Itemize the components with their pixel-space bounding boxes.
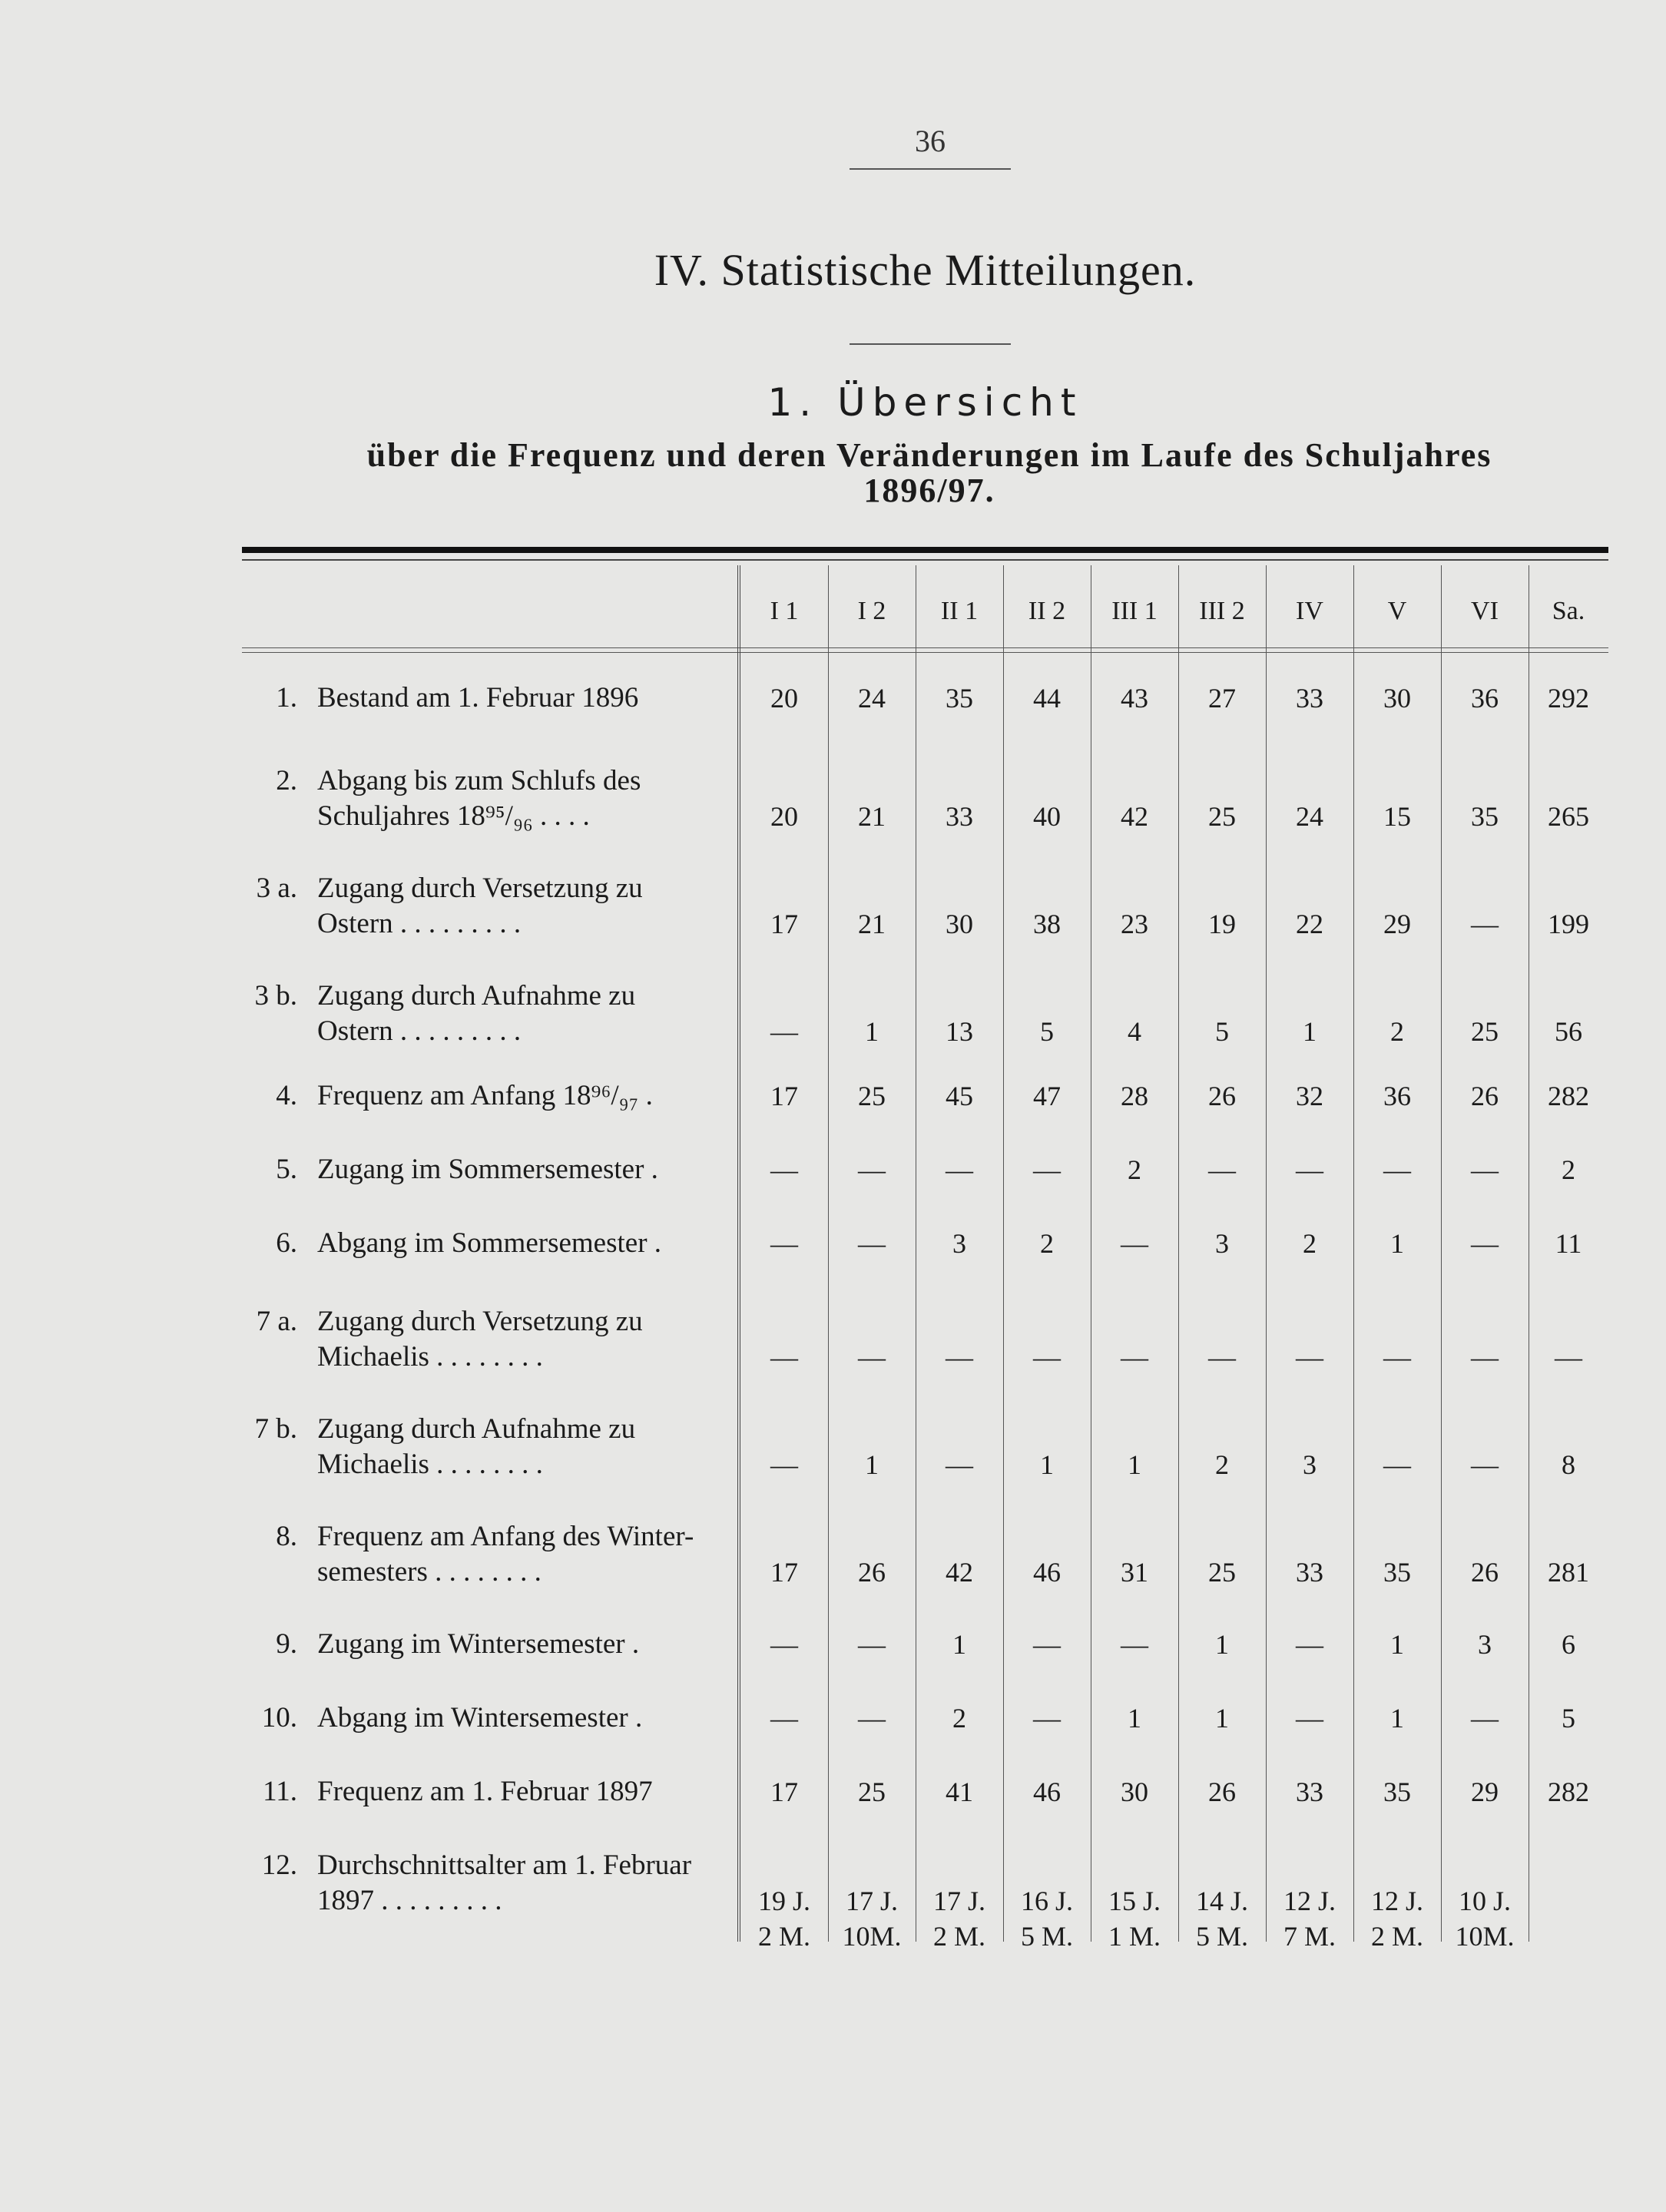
table-row — [242, 1226, 1608, 1303]
table-cell: 24 — [1296, 801, 1323, 832]
table-cell: 17 — [770, 1777, 798, 1807]
table-cell: — — [770, 1342, 798, 1373]
table-cell: 22 — [1296, 909, 1323, 939]
table-cell: 1 — [952, 1629, 966, 1660]
table-cell: — — [858, 1154, 886, 1185]
table-cell: — — [770, 1016, 798, 1047]
table-row — [242, 763, 1608, 840]
table-cell: 1 — [1390, 1703, 1404, 1734]
table-cell: — — [1471, 1703, 1499, 1734]
section-title: IV. Statistische Mitteilungen. — [654, 245, 1197, 295]
row-label — [317, 1078, 737, 1114]
table-cell: 6 — [1562, 1629, 1575, 1660]
table-cell: 3 — [952, 1228, 966, 1259]
table-cell: 282 — [1548, 1081, 1589, 1111]
table-cell: 2 — [1215, 1449, 1229, 1480]
table-cell: 43 — [1121, 683, 1148, 714]
table-cell: 13 — [946, 1016, 973, 1047]
row-label-line: Michaelis . . . . . . . . — [317, 1341, 543, 1373]
table-cell: 56 — [1555, 1016, 1582, 1047]
table-cell: 12 J. 7 M. — [1283, 1886, 1336, 1952]
row-number: 4. — [276, 1080, 297, 1111]
row-label-line: 1897 . . . . . . . . . — [317, 1885, 502, 1916]
table-row — [242, 1627, 1608, 1704]
row-label — [317, 1627, 737, 1662]
row-label-line: Ostern . . . . . . . . . — [317, 908, 522, 939]
column-header: V — [1387, 597, 1407, 625]
table-cell: — — [858, 1629, 886, 1660]
table-cell: 20 — [770, 683, 798, 714]
table-cell: 32 — [1296, 1081, 1323, 1111]
table-cell: 2 — [1303, 1228, 1317, 1259]
table-cell: 42 — [1121, 801, 1148, 832]
table-cell: 38 — [1033, 909, 1061, 939]
row-number: 6. — [276, 1227, 297, 1259]
row-number: 2. — [276, 765, 297, 796]
row-label — [317, 680, 737, 716]
row-number: 7 b. — [254, 1413, 297, 1445]
row-label-line: Zugang im Wintersemester . — [317, 1628, 640, 1660]
table-cell: 35 — [1383, 1557, 1411, 1588]
table-cell: 25 — [1471, 1016, 1499, 1047]
row-label — [317, 1519, 737, 1590]
row-label-line: Bestand am 1. Februar 1896 — [317, 682, 639, 714]
table-cell: 1 — [1128, 1703, 1141, 1734]
table-cell: — — [858, 1342, 886, 1373]
table-top-rule-thin — [242, 559, 1608, 561]
table-cell: 33 — [946, 801, 973, 832]
table-cell: 17 J. 2 M. — [932, 1886, 985, 1952]
table-cell: 26 — [1208, 1777, 1236, 1807]
row-label-line: Frequenz am Anfang des Winter- — [317, 1521, 694, 1552]
row-label-line: Abgang im Wintersemester . — [317, 1702, 643, 1734]
table-cell: 265 — [1548, 801, 1589, 832]
row-number: 1. — [276, 682, 297, 714]
table-cell: 1 — [1390, 1629, 1404, 1660]
row-label — [317, 1412, 737, 1482]
table-cell: 25 — [858, 1777, 886, 1807]
table-cell: 1 — [1390, 1228, 1404, 1259]
table-row — [242, 979, 1608, 1055]
row-number: 7 a. — [256, 1306, 297, 1337]
row-label — [317, 979, 737, 1049]
page-number-rule — [850, 168, 1011, 170]
table-row — [242, 1078, 1608, 1155]
table-cell: 2 — [952, 1703, 966, 1734]
table-row — [242, 871, 1608, 948]
row-label — [317, 1848, 737, 1919]
table-cell: 26 — [1471, 1557, 1499, 1588]
table-cell: — — [1471, 909, 1499, 939]
table-row — [242, 1848, 1608, 1952]
table-cell: 30 — [1383, 683, 1411, 714]
row-label-line: Zugang durch Versetzung zu — [317, 1306, 643, 1337]
row-number: 3 a. — [256, 873, 297, 904]
column-header: II 2 — [1028, 597, 1066, 625]
table-cell: — — [946, 1449, 973, 1480]
table-cell: 2 — [1390, 1016, 1404, 1047]
table-row — [242, 680, 1608, 757]
table-cell: 5 — [1040, 1016, 1054, 1047]
column-header: I 1 — [770, 597, 799, 625]
overview-subtitle: über die Frequenz und deren Veränderungen im Laufe des Schuljahres 1896/97. — [366, 436, 1492, 509]
table-cell: — — [1383, 1449, 1411, 1480]
table-cell: 5 — [1562, 1703, 1575, 1734]
row-label — [317, 871, 737, 942]
table-row — [242, 1304, 1608, 1381]
table-cell: — — [946, 1154, 973, 1185]
row-label-line: Ostern . . . . . . . . . — [317, 1015, 522, 1047]
row-label-line: Frequenz am 1. Februar 1897 — [317, 1776, 653, 1807]
table-cell: — — [1033, 1342, 1061, 1373]
table-cell: 2 — [1128, 1154, 1141, 1185]
table-cell: 2 — [1562, 1154, 1575, 1185]
table-cell: — — [858, 1703, 886, 1734]
table-cell: 1 — [1215, 1703, 1229, 1734]
table-cell: — — [1296, 1703, 1323, 1734]
table-cell: 25 — [1208, 1557, 1236, 1588]
table-cell: 27 — [1208, 683, 1236, 714]
row-label-line: Zugang im Sommersemester . — [317, 1154, 658, 1185]
table-cell: 36 — [1471, 683, 1499, 714]
table-cell: 1 — [1215, 1629, 1229, 1660]
overview-title: 1. Übersicht — [767, 380, 1083, 425]
table-cell: 1 — [1303, 1016, 1317, 1047]
table-cell: — — [770, 1154, 798, 1185]
table-cell: — — [1383, 1342, 1411, 1373]
row-number: 5. — [276, 1154, 297, 1185]
table-cell: 29 — [1383, 909, 1411, 939]
column-header: Sa. — [1552, 597, 1585, 625]
table-cell: 3 — [1215, 1228, 1229, 1259]
table-cell: — — [1121, 1228, 1148, 1259]
table-row — [242, 1519, 1608, 1596]
table-cell: — — [1383, 1154, 1411, 1185]
table-cell: 33 — [1296, 683, 1323, 714]
row-label — [317, 1152, 737, 1187]
column-header: I 2 — [857, 597, 886, 625]
row-label — [317, 1304, 737, 1375]
header-rule — [242, 652, 1608, 653]
row-number: 11. — [263, 1776, 297, 1807]
row-label-line: Zugang durch Aufnahme zu — [317, 1413, 636, 1445]
table-cell: 28 — [1121, 1081, 1148, 1111]
table-cell: — — [1033, 1703, 1061, 1734]
table-cell: 35 — [1471, 801, 1499, 832]
table-cell: 199 — [1548, 909, 1589, 939]
table-cell: 4 — [1128, 1016, 1141, 1047]
row-label — [317, 1700, 737, 1736]
table-cell: 30 — [946, 909, 973, 939]
table-cell: 15 — [1383, 801, 1411, 832]
table-cell: — — [1296, 1342, 1323, 1373]
table-cell: 17 — [770, 909, 798, 939]
row-number: 8. — [276, 1521, 297, 1552]
table-cell: 1 — [865, 1449, 879, 1480]
row-label-line: Abgang im Sommersemester . — [317, 1227, 662, 1259]
table-cell: 292 — [1548, 683, 1589, 714]
table-cell: 29 — [1471, 1777, 1499, 1807]
row-label-line: Durchschnittsalter am 1. Februar — [317, 1849, 692, 1881]
table-row — [242, 1152, 1608, 1229]
column-header: VI — [1471, 597, 1499, 625]
table-cell: — — [1471, 1154, 1499, 1185]
column-header: III 1 — [1111, 597, 1158, 625]
column-header: IV — [1296, 597, 1323, 625]
table-cell: 36 — [1383, 1081, 1411, 1111]
table-cell: 14 J. 5 M. — [1195, 1886, 1248, 1952]
section-divider — [850, 343, 1011, 345]
table-cell: — — [1121, 1629, 1148, 1660]
table-cell: — — [770, 1703, 798, 1734]
table-cell: — — [858, 1228, 886, 1259]
row-number: 12. — [261, 1849, 297, 1881]
table-cell: 20 — [770, 801, 798, 832]
table-cell: 3 — [1303, 1449, 1317, 1480]
frequency-table — [242, 565, 1608, 1952]
table-cell: 35 — [946, 683, 973, 714]
table-cell: 21 — [858, 801, 886, 832]
table-cell: — — [1033, 1629, 1061, 1660]
row-label-line: Zugang durch Versetzung zu — [317, 873, 643, 904]
table-cell: — — [770, 1228, 798, 1259]
row-label — [317, 1226, 737, 1261]
table-cell: 281 — [1548, 1557, 1589, 1588]
table-cell: 16 J. 5 M. — [1020, 1886, 1073, 1952]
table-cell: 17 — [770, 1081, 798, 1111]
table-cell: 33 — [1296, 1557, 1323, 1588]
row-label-line: Schuljahres 18⁹⁵/₉₆ . . . . — [317, 800, 590, 832]
table-cell: 1 — [1040, 1449, 1054, 1480]
row-label-line: Frequenz am Anfang 18⁹⁶/₉₇ . — [317, 1080, 653, 1111]
column-header: II 1 — [940, 597, 979, 625]
row-number: 9. — [276, 1628, 297, 1660]
table-cell: — — [1296, 1154, 1323, 1185]
table-cell: 31 — [1121, 1557, 1148, 1588]
row-label-line: Zugang durch Aufnahme zu — [317, 980, 636, 1012]
table-cell: 8 — [1562, 1449, 1575, 1480]
table-cell: 25 — [1208, 801, 1236, 832]
table-cell: — — [1555, 1342, 1582, 1373]
table-cell: 35 — [1383, 1777, 1411, 1807]
table-cell: — — [946, 1342, 973, 1373]
row-number: 3 b. — [254, 980, 297, 1012]
table-cell: 45 — [946, 1081, 973, 1111]
row-label — [317, 1774, 737, 1810]
row-label-line: Abgang bis zum Schlufs des — [317, 765, 641, 796]
table-cell: 19 J. 2 M. — [757, 1886, 810, 1952]
table-cell: 3 — [1478, 1629, 1492, 1660]
table-cell: 2 — [1040, 1228, 1054, 1259]
table-cell: — — [1208, 1154, 1236, 1185]
table-cell: 42 — [946, 1557, 973, 1588]
table-row — [242, 1774, 1608, 1851]
header-rule — [242, 647, 1608, 648]
table-cell: 23 — [1121, 909, 1148, 939]
table-cell: 5 — [1215, 1016, 1229, 1047]
table-cell: 282 — [1548, 1777, 1589, 1807]
table-row — [242, 1700, 1608, 1777]
table-cell: 1 — [1128, 1449, 1141, 1480]
table-cell: 24 — [858, 683, 886, 714]
table-cell: 19 — [1208, 909, 1236, 939]
table-cell: 21 — [858, 909, 886, 939]
table-cell: 41 — [946, 1777, 973, 1807]
table-cell: 46 — [1033, 1557, 1061, 1588]
table-cell: — — [1471, 1228, 1499, 1259]
table-cell: 1 — [865, 1016, 879, 1047]
table-cell: 15 J. 1 M. — [1108, 1886, 1161, 1952]
table-cell: 26 — [858, 1557, 886, 1588]
table-row — [242, 1412, 1608, 1488]
row-number: 10. — [261, 1702, 297, 1734]
table-cell: 26 — [1208, 1081, 1236, 1111]
table-cell: 46 — [1033, 1777, 1061, 1807]
table-cell: 44 — [1033, 683, 1061, 714]
table-cell: 12 J. 2 M. — [1370, 1886, 1423, 1952]
table-cell: — — [1471, 1342, 1499, 1373]
table-cell: 10 J. 10M. — [1455, 1886, 1515, 1952]
table-cell: 17 — [770, 1557, 798, 1588]
table-cell: 33 — [1296, 1777, 1323, 1807]
table-cell: 47 — [1033, 1081, 1061, 1111]
table-cell: 17 J. 10M. — [842, 1886, 902, 1952]
table-top-rule — [242, 547, 1608, 553]
row-label-line: semesters . . . . . . . . — [317, 1556, 542, 1588]
table-cell: 11 — [1555, 1228, 1582, 1259]
table-cell: — — [1296, 1629, 1323, 1660]
table-cell: — — [770, 1449, 798, 1480]
row-label — [317, 763, 737, 834]
table-cell: 40 — [1033, 801, 1061, 832]
row-label-line: Michaelis . . . . . . . . — [317, 1449, 543, 1480]
page-number: 36 — [915, 124, 946, 158]
table-cell: — — [1121, 1342, 1148, 1373]
table-cell: 26 — [1471, 1081, 1499, 1111]
table-cell: — — [1471, 1449, 1499, 1480]
table-cell: — — [770, 1629, 798, 1660]
table-cell: 25 — [858, 1081, 886, 1111]
table-cell: — — [1208, 1342, 1236, 1373]
column-header: III 2 — [1199, 597, 1245, 625]
table-cell: — — [1033, 1154, 1061, 1185]
table-cell: 30 — [1121, 1777, 1148, 1807]
